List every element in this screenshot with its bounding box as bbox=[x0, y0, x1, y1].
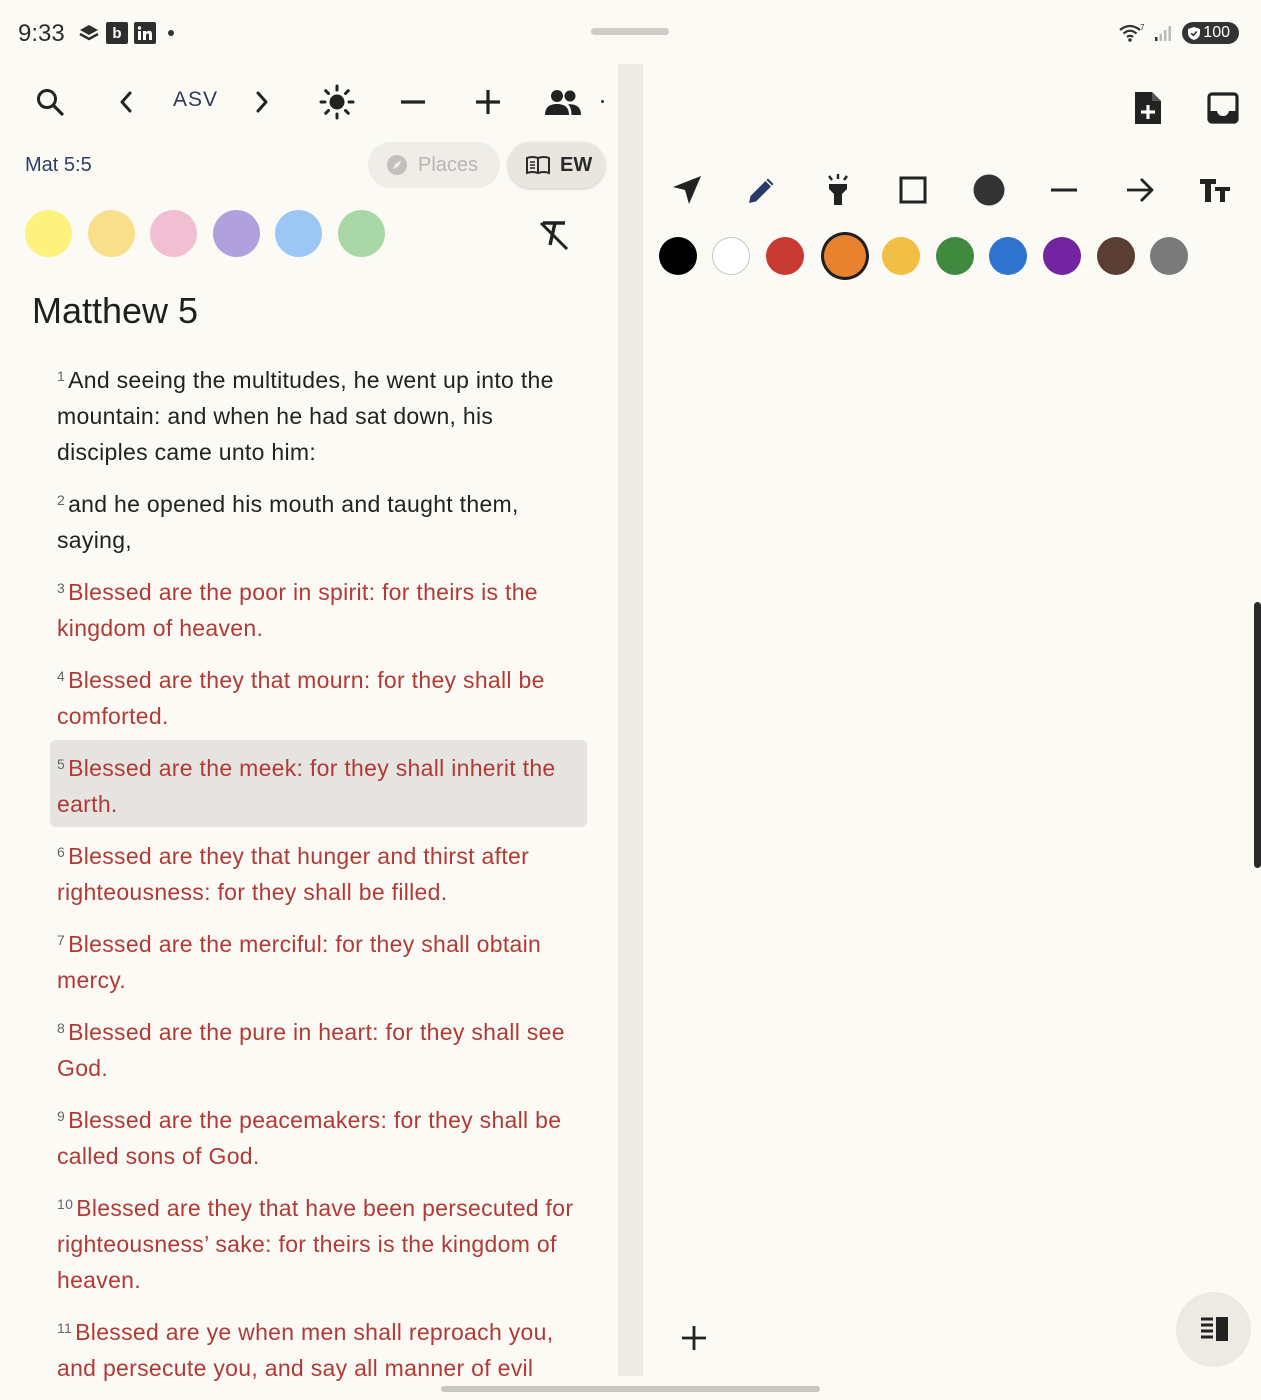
verse-text: Blessed are they that mourn: for they shall be comforted. bbox=[57, 667, 545, 729]
highlight-color-swatch[interactable] bbox=[88, 210, 135, 257]
verse-text: and he opened his mouth and taught them, saying, bbox=[57, 491, 519, 553]
verse[interactable] bbox=[57, 838, 587, 910]
battery-indicator bbox=[1182, 22, 1239, 44]
pane-divider[interactable] bbox=[618, 64, 643, 1376]
book-icon bbox=[526, 155, 550, 175]
pointer-icon bbox=[671, 174, 703, 206]
pen-color-swatch[interactable] bbox=[1150, 237, 1188, 275]
highlight-color-swatch[interactable] bbox=[275, 210, 322, 257]
increase-font-button[interactable] bbox=[466, 74, 510, 130]
verse-number: 8 bbox=[57, 1020, 66, 1036]
verse-text: Blessed are the merciful: for they shall obtain mercy. bbox=[57, 931, 542, 993]
inbox-icon bbox=[1207, 92, 1239, 124]
verse-number: 10 bbox=[57, 1196, 74, 1212]
pen-color-swatch[interactable] bbox=[1097, 237, 1135, 275]
pen-color-swatch[interactable] bbox=[1043, 237, 1081, 275]
clear-formatting-button[interactable] bbox=[533, 214, 575, 256]
battery-level: 100 bbox=[1203, 24, 1230, 41]
highlight-color-swatch[interactable] bbox=[338, 210, 385, 257]
reader-toolbar bbox=[0, 74, 618, 130]
inbox-button[interactable] bbox=[1201, 86, 1245, 130]
verse-number: 11 bbox=[57, 1320, 73, 1336]
highlighter-icon bbox=[823, 173, 853, 207]
verse[interactable] bbox=[57, 926, 587, 998]
verse-number: 2 bbox=[57, 492, 66, 508]
verse-text: Blessed are they that hunger and thirst after righteousness: for they shall be filled. bbox=[57, 843, 530, 905]
highlight-color-swatch[interactable] bbox=[25, 210, 72, 257]
verse[interactable] bbox=[57, 1314, 587, 1386]
pen-color-swatch[interactable] bbox=[936, 237, 974, 275]
verse-text: Blessed are the peacemakers: for they shall be called sons of God. bbox=[57, 1107, 562, 1169]
verse[interactable] bbox=[57, 1190, 587, 1298]
people-icon bbox=[544, 88, 582, 116]
circle-icon bbox=[972, 173, 1006, 207]
pen-color-swatch[interactable] bbox=[882, 237, 920, 275]
brightness-button[interactable] bbox=[315, 74, 359, 130]
arrow-tool-button[interactable] bbox=[1118, 168, 1162, 212]
compass-icon bbox=[386, 154, 408, 176]
verse[interactable] bbox=[57, 574, 587, 646]
verse-text: Blessed are the poor in spirit: for theirs is the kingdom of heaven. bbox=[57, 579, 538, 641]
minus-icon bbox=[400, 89, 426, 115]
pen-color-swatch[interactable] bbox=[824, 235, 866, 277]
rectangle-tool-button[interactable] bbox=[891, 168, 935, 212]
verse-text: Blessed are ye when men shall reproach you, and persecute you, and say all manner of evil bbox=[57, 1319, 554, 1381]
pen-color-swatch[interactable] bbox=[989, 237, 1027, 275]
highlight-color-swatch[interactable] bbox=[150, 210, 197, 257]
pen-tool-button[interactable] bbox=[740, 168, 784, 212]
previous-chapter-button[interactable] bbox=[104, 74, 148, 130]
verse-number: 6 bbox=[57, 844, 66, 860]
system-icons bbox=[1118, 22, 1239, 44]
b-app-notification-icon: b bbox=[106, 22, 128, 44]
verse-number: 3 bbox=[57, 580, 66, 596]
layers-notification-icon bbox=[78, 22, 100, 44]
plus-icon bbox=[681, 1325, 707, 1351]
cell-signal-icon bbox=[1154, 24, 1174, 42]
ew-chip-label: EW bbox=[560, 153, 593, 176]
translation-selector[interactable]: ASV bbox=[173, 88, 219, 111]
verse-text: And seeing the multitudes, he went up into the mountain: and when he had sat down, his disciples came unto him: bbox=[57, 367, 554, 465]
highlight-color-swatch[interactable] bbox=[213, 210, 260, 257]
places-chip-label: Places bbox=[418, 153, 479, 176]
verse-number: 1 bbox=[57, 368, 66, 384]
brightness-icon bbox=[318, 83, 356, 121]
verse-text: Blessed are the meek: for they shall inherit the earth. bbox=[57, 755, 556, 817]
decrease-font-button[interactable] bbox=[391, 74, 435, 130]
plus-icon bbox=[475, 89, 501, 115]
svg-text:7: 7 bbox=[1140, 23, 1145, 32]
chapter-title: Matthew 5 bbox=[32, 290, 199, 331]
pointer-tool-button[interactable] bbox=[665, 168, 709, 212]
verse[interactable] bbox=[57, 362, 587, 470]
verse-number: 7 bbox=[57, 932, 66, 948]
highlighter-tool-button[interactable] bbox=[816, 168, 860, 212]
line-icon bbox=[1050, 186, 1078, 194]
verse[interactable] bbox=[57, 750, 587, 822]
new-note-icon bbox=[1133, 90, 1163, 126]
bible-reader-pane bbox=[0, 64, 618, 1400]
verse-number: 9 bbox=[57, 1108, 66, 1124]
verse-reference[interactable]: Mat 5:5 bbox=[25, 154, 92, 176]
reader-layout-icon bbox=[1199, 1317, 1229, 1343]
verse[interactable] bbox=[57, 1014, 587, 1086]
scrollbar[interactable] bbox=[1254, 602, 1261, 868]
shield-icon bbox=[1188, 27, 1200, 40]
verse-number: 4 bbox=[57, 668, 66, 684]
toggle-reader-button[interactable] bbox=[1176, 1292, 1251, 1367]
search-button[interactable] bbox=[28, 74, 72, 130]
add-note-button[interactable] bbox=[674, 1318, 714, 1358]
pen-icon bbox=[746, 174, 778, 206]
pen-color-swatch[interactable] bbox=[766, 237, 804, 275]
text-size-icon bbox=[1198, 176, 1232, 204]
chevron-left-icon bbox=[118, 90, 134, 114]
places-chip[interactable] bbox=[368, 142, 500, 188]
notification-icons bbox=[78, 22, 174, 44]
arrow-icon bbox=[1125, 177, 1155, 203]
clear-formatting-icon bbox=[537, 219, 571, 251]
pen-color-swatch[interactable] bbox=[712, 237, 750, 275]
overflow-dot bbox=[601, 100, 604, 103]
verse-list bbox=[57, 362, 587, 1400]
window-drag-handle[interactable] bbox=[591, 28, 669, 35]
new-note-button[interactable] bbox=[1126, 86, 1170, 130]
status-time: 9:33 bbox=[18, 20, 65, 47]
rectangle-icon bbox=[899, 176, 927, 204]
more-notifications-dot bbox=[168, 30, 174, 36]
wifi-icon bbox=[1118, 23, 1146, 43]
search-icon bbox=[35, 87, 65, 117]
chevron-right-icon bbox=[254, 90, 270, 114]
verse[interactable] bbox=[57, 662, 587, 734]
verse[interactable] bbox=[57, 1102, 587, 1174]
circle-tool-button[interactable] bbox=[967, 168, 1011, 212]
status-bar bbox=[0, 0, 1261, 64]
verse-number: 5 bbox=[57, 756, 66, 772]
people-button[interactable] bbox=[541, 74, 585, 130]
verse[interactable] bbox=[57, 486, 587, 558]
ew-chip[interactable] bbox=[508, 142, 605, 188]
text-tool-button[interactable] bbox=[1193, 168, 1237, 212]
line-tool-button[interactable] bbox=[1042, 168, 1086, 212]
next-chapter-button[interactable] bbox=[240, 74, 284, 130]
verse-text: Blessed are the pure in heart: for they shall see God. bbox=[57, 1019, 565, 1081]
pen-color-swatch[interactable] bbox=[659, 237, 697, 275]
linkedin-notification-icon bbox=[134, 22, 156, 44]
verse-text: Blessed are they that have been persecuted for righteousness’ sake: for theirs is the kingdom of heaven. bbox=[57, 1195, 574, 1293]
